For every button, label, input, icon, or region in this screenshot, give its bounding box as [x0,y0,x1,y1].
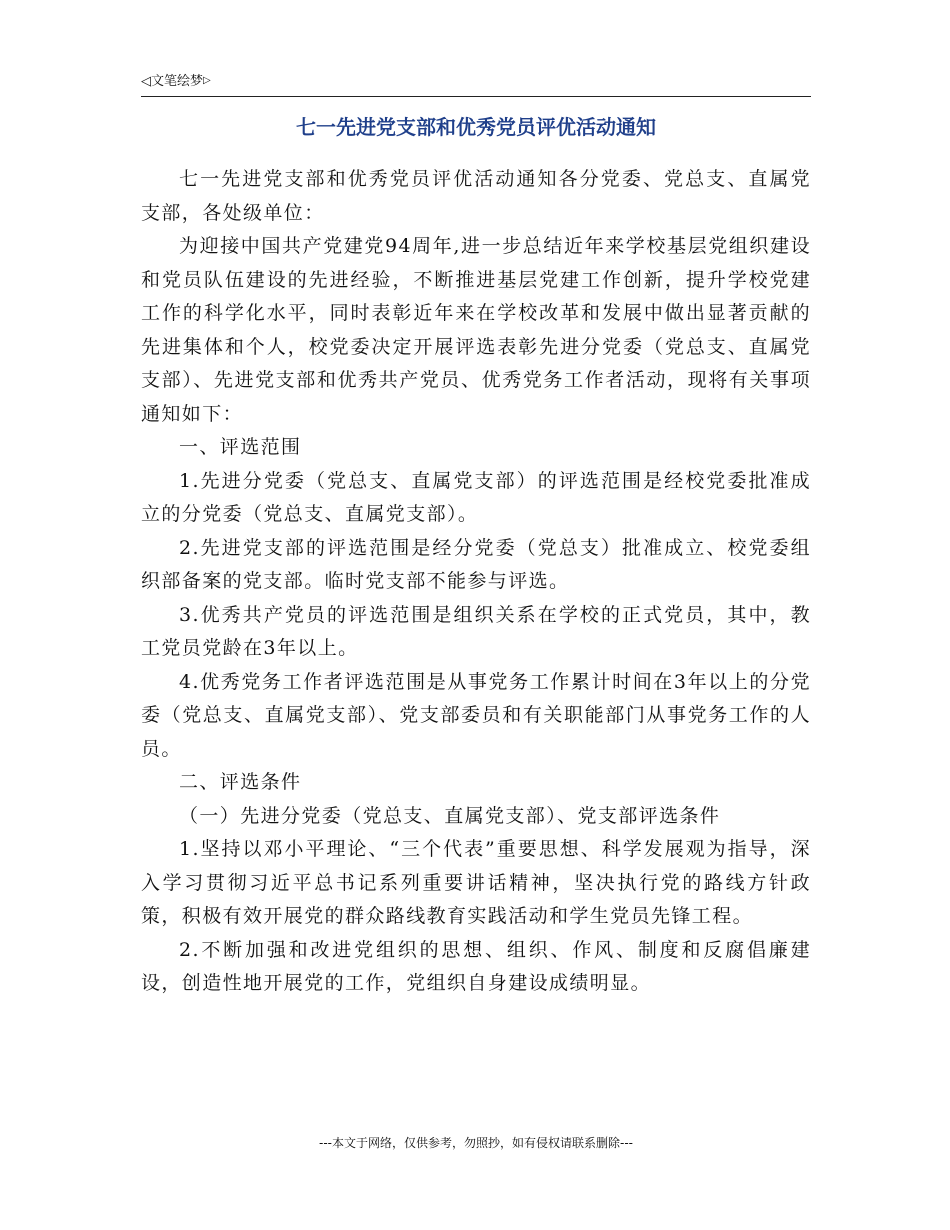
page-header [141,74,811,97]
paragraph-criteria-2: 2.不断加强和改进党组织的思想、组织、作风、制度和反腐倡廉建设，创造性地开展党的工作，党组织自身建设成绩明显。 [141,938,811,994]
subsection-heading-criteria-1: （一）先进分党委（党总支、直属党支部）、党支部评选条件 [179,804,721,827]
paragraph-scope-3: 3.优秀共产党员的评选范围是组织关系在学校的正式党员，其中，教工党员党龄在3年以上。 [141,603,811,659]
document-title: 七一先进党支部和优秀党员评优活动通知 [296,115,656,139]
paragraph-intro: 为迎接中国共产党建党94周年,进一步总结近年来学校基层党组织建设和党员队伍建设的先进经验，不断推进基层党建工作创新，提升学校党建工作的科学化水平，同时表彰近年来在学校改革和发展中做出显著贡献的先进集体和个人，校党委决定开展评选表彰先进分党委（党总支、直属党支部）、先进党支部和优秀共产党员、优秀党务工作者活动，现将有关事项通知如下： [141,235,811,425]
section-heading-scope: 一、评选范围 [179,436,302,458]
paragraph-scope-1: 1.先进分党委（党总支、直属党支部）的评选范围是经校党委批准成立的分党委（党总支、直属党支部）。 [141,469,811,525]
paragraph-scope-4: 4.优秀党务工作者评选范围是从事党务工作累计时间在3年以上的分党委（党总支、直属党支部）、党支部委员和有关职能部门从事党务工作的人员。 [141,670,811,760]
header-brand: 文笔绘梦 [151,74,204,89]
paragraph-scope-2: 2.先进党支部的评选范围是经分党委（党总支）批准成立、校党委组织部备案的党支部。临时党支部不能参与评选。 [141,536,811,592]
paragraph-criteria-1: 1.坚持以邓小平理论、“三个代表”重要思想、科学发展观为指导，深入学习贯彻习近平总书记系列重要讲话精神，坚决执行党的路线方针政策，积极有效开展党的群众路线教育实践活动和学生党员先锋工程。 [141,838,811,927]
section-heading-criteria: 二、评选条件 [179,771,302,793]
paragraph-salutation: 七一先进党支部和优秀党员评优活动通知各分党委、党总支、直属党支部，各处级单位： [141,168,811,224]
document-body [141,163,811,1001]
right-triangle-icon: ▷ [203,75,211,86]
page-footer-disclaimer: ---本文于网络，仅供参考，勿照抄，如有侵权请联系删除--- [319,1136,633,1150]
left-triangle-icon: ◁ [141,74,151,89]
